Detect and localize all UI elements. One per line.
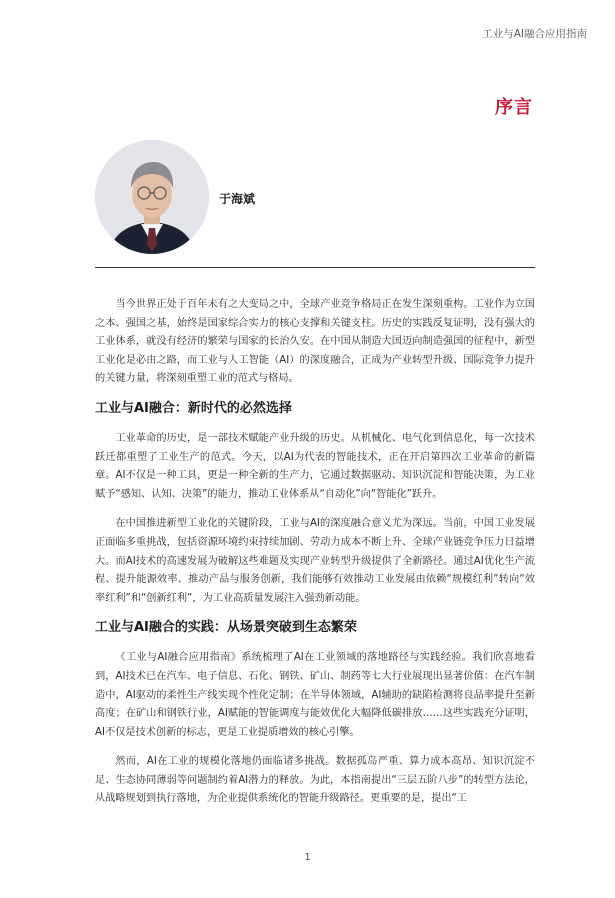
paragraph: 当今世界正处于百年未有之大变局之中，全球产业竞争格局正在发生深刻重构。工业作为立国之本、强国之基，始终是国家综合实力的核心支撑和关键支柱。历史的实践反复证明，没有强大的工业体系，就没有经济的繁荣与国家的长治久安。在中国从制造大国迈向制造强国的征程中，新型工业化是必由之路，而工业与人工智能（AI）的深度融合，正成为产业转型升级、国际竞争力提升的关键力量，将深刻重塑工业的范式与格局。 xyxy=(95,299,535,385)
page-number: 1 xyxy=(304,852,311,863)
paragraph: 《工业与AI融合应用指南》系统梳理了AI在工业领域的落地路径与实践经验。我们欣喜地看到，AI技术已在汽车、电子信息、石化、钢铁、矿山、制药等七大行业展现出显著价值：在汽车制造中，AI驱动的柔性生产线实现个性化定制；在半导体领域，AI辅助的缺陷检测将良品率提升至新高度；在矿山和钢铁行业，AI赋能的智能调度与能效优化大幅降低碳排放……这些实践充分证明，AI不仅是技术创新的标志，更是工业提质增效的核心引擎。 xyxy=(95,652,535,738)
article-body xyxy=(95,296,535,820)
section-title: 序言 xyxy=(495,97,533,118)
divider xyxy=(95,267,535,268)
author-name: 于海斌 xyxy=(219,192,256,206)
subheading: 工业与AI融合的实践：从场景突破到生态繁荣 xyxy=(95,620,357,636)
paragraph: 工业革命的历史，是一部技术赋能产业升级的历史。从机械化、电气化到信息化，每一次技术跃迁都重塑了工业生产的范式。今天，以AI为代表的智能技术，正在开启第四次工业革命的新篇章。AI不仅是一种工具，更是一种全新的生产力，它通过数据驱动、知识沉淀和智能决策，为工业赋予“感知、认知、决策”的能力，推动工业体系从“自动化”向“智能化”跃升。 xyxy=(95,432,535,500)
portrait-illustration xyxy=(95,140,209,254)
paragraph: 然而，AI在工业的规模化落地仍面临诸多挑战。数据孤岛严重、算力成本高昂、知识沉淀不足、生态协同薄弱等问题制约着AI潜力的释放。为此，本指南提出“三层五阶八步”的转型方法论，从战略规划到执行落地，为企业提供系统化的智能升级路径。更重要的是，提出“工 xyxy=(95,756,535,805)
author-portrait xyxy=(95,140,209,254)
paragraph: 在中国推进新型工业化的关键阶段，工业与AI的深度融合意义尤为深远。当前，中国工业发展正面临多重挑战，包括资源环境约束持续加剧、劳动力成本不断上升、全球产业链竞争压力日益增大。而AI技术的高速发展为破解这些难题及实现产业转型升级提供了全新路径。通过AI优化生产流程、提升能源效率、推动产品与服务创新，我们能够有效推动工业发展由依赖“规模红利”转向“效率红利”和“创新红利”，为工业高质量发展注入强劲新动能。 xyxy=(95,518,535,604)
subheading: 工业与AI融合：新时代的必然选择 xyxy=(95,400,292,416)
running-header: 工业与AI融合应用指南 xyxy=(482,28,587,40)
